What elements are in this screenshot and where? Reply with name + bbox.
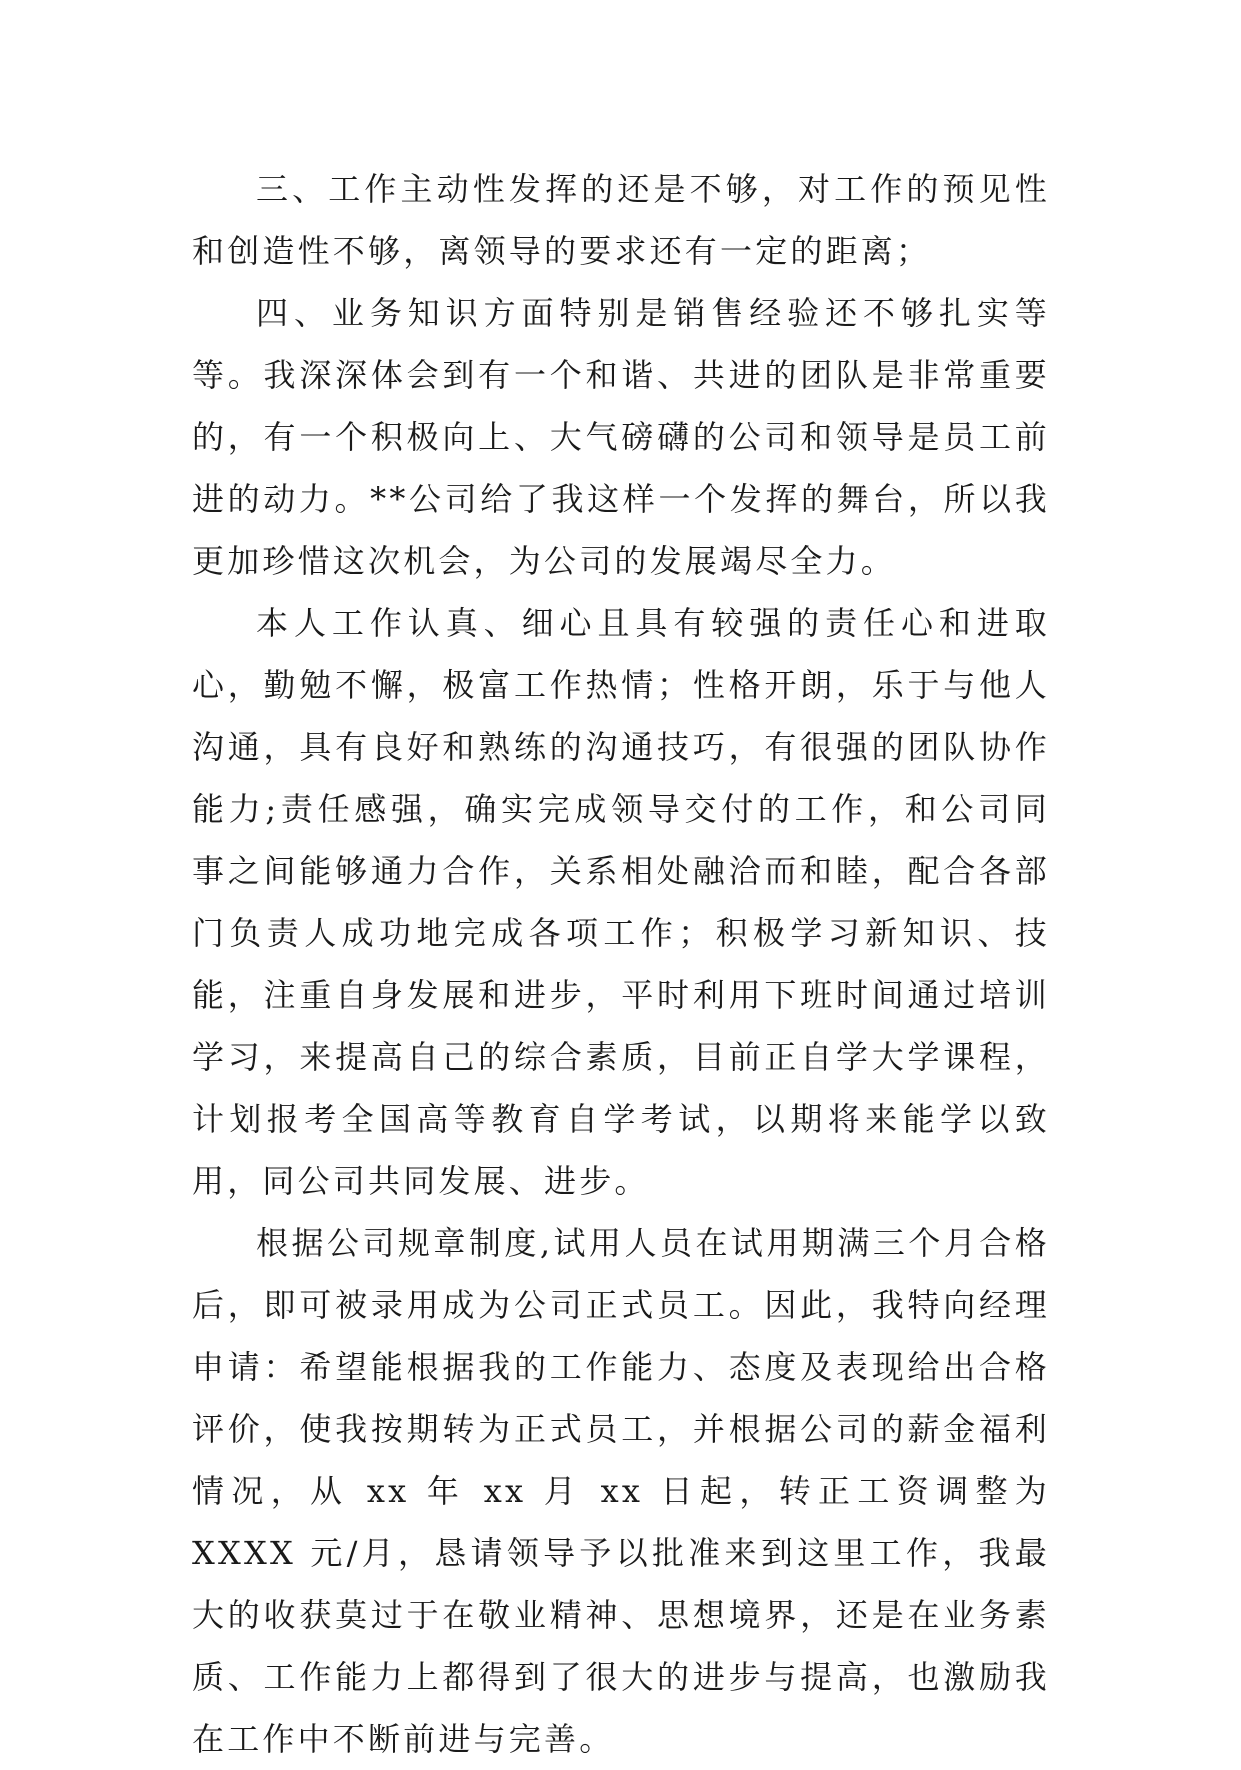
paragraph-weakness-knowledge: 四、业务知识方面特别是销售经验还不够扎实等等。我深深体会到有一个和谐、共进的团队是非常重要的，有一个积极向上、大气磅礴的公司和领导是员工前进的动力。**公司给了我这样一个发挥的舞台，所以我更加珍惜这次机会，为公司的发展竭尽全力。 <box>192 294 1050 580</box>
paragraph-self-assessment: 本人工作认真、细心且具有较强的责任心和进取心，勤勉不懈，极富工作热情；性格开朗，乐于与他人沟通，具有良好和熟练的沟通技巧，有很强的团队协作能力;责任感强，确实完成领导交付的工作，和公司同事之间能够通力合作，关系相处融洽而和睦，配合各部门负责人成功地完成各项工作；积极学习新知识、技能，注重自身发展和进步，平时利用下班时间通过培训学习，来提高自己的综合素质，目前正自学大学课程，计划报考全国高等教育自学考试，以期将来能学以致用，同公司共同发展、进步。 <box>192 604 1050 1200</box>
document-body <box>192 158 1050 1770</box>
paragraph-application-request: 根据公司规章制度,试用人员在试用期满三个月合格后，即可被录用成为公司正式员工。因此，我特向经理申请：希望能根据我的工作能力、态度及表现给出合格评价，使我按期转为正式员工，并根据公司的薪金福利情况，从 xx 年 xx 月 xx 日起，转正工资调整为 XXXX 元/月，恳请领导予以批准来到这里工作，我最大的收获莫过于在敬业精神、思想境界，还是在业务素质、工作能力上都得到了很大的进步与提高，也激励我在工作中不断前进与完善。 <box>192 1224 1050 1758</box>
paragraph-weakness-initiative: 三、工作主动性发挥的还是不够，对工作的预见性和创造性不够，离领导的要求还有一定的距离； <box>192 170 1050 270</box>
